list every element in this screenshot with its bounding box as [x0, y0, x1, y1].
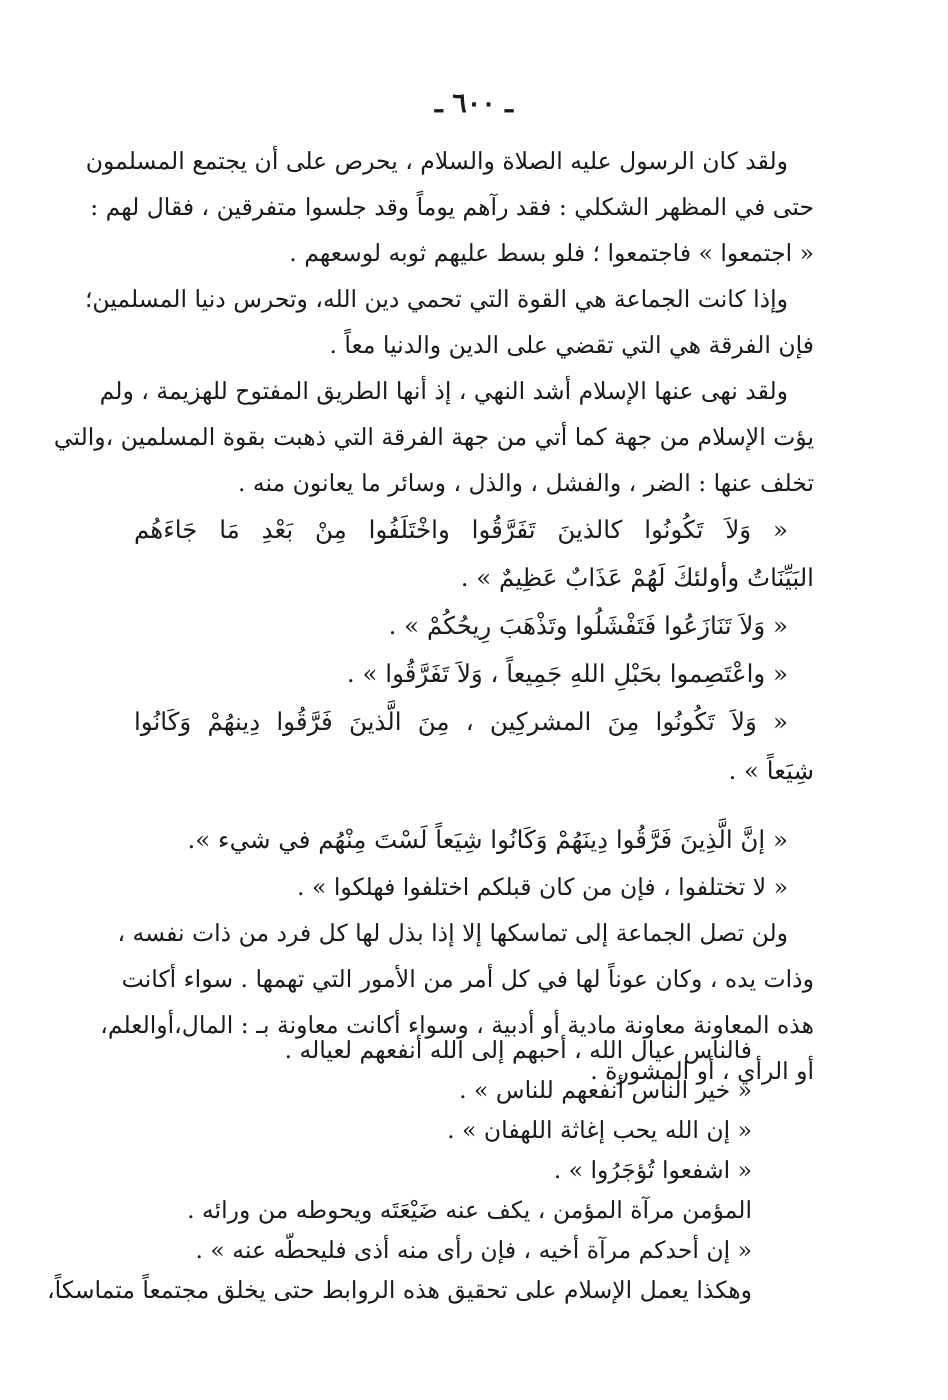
- quran-verse-line: شِيَعاً » .: [728, 756, 814, 785]
- list-item: « اشفعوا تُؤجَرُوا » .: [553, 1156, 752, 1184]
- text-line: تخلف عنها : الضر ، والفشل ، والذل ، وسائر ما يعانون منه .: [237, 469, 814, 497]
- text-line: وإذا كانت الجماعة هي القوة التي تحمي دين الله، وتحرس دنيا المسلمين؛: [84, 285, 788, 313]
- text-line: ولقد كان الرسول عليه الصلاة والسلام ، يحرص على أن يجتمع المسلمون: [85, 147, 788, 175]
- text-line: يؤت الإسلام من جهة كما أتي من جهة الفرقة التي ذهبت بقوة المسلمين ،والتي: [53, 423, 814, 451]
- sayings-list: [47, 1030, 814, 1310]
- text-line: حتى في المظهر الشكلي : فقد رآهم يوماً وقد جلسوا متفرقين ، فقال لهم :: [90, 193, 814, 221]
- list-item: « إن أحدكم مرآة أخيه ، فإن رأى منه أذى فليحطّه عنه » .: [195, 1236, 752, 1264]
- hadith-line: « لا تختلفوا ، فإن من كان قبلكم اختلفوا فهلكوا » .: [297, 873, 788, 901]
- text-line: وذات يده ، وكان عوناً لها في كل أمر من الأمور التي تهمها . سواء أكانت: [121, 965, 814, 993]
- quran-verse-line: « وَلاَ تَكُونُوا كالذينَ تَفَرَّقُوا واخْتَلَفُوا مِنْ بَعْدِ مَا جَاءَهُم: [134, 515, 788, 544]
- page-number: ـ ٦٠٠ ـ: [434, 88, 514, 119]
- text-line: فإن الفرقة هي التي تقضي على الدين والدنيا معاً .: [329, 331, 814, 359]
- quran-verse-line: « واعْتَصِموا بحَبْلِ اللهِ جَمِيعاً ، وَلاَ تَفَرَّقُوا » .: [346, 659, 788, 688]
- text-line: ولن تصل الجماعة إلى تماسكها إلا إذا بذل لها كل فرد من ذات نفسه ،: [117, 919, 788, 947]
- list-item: « إن الله يحب إغاثة اللهفان » .: [447, 1116, 752, 1144]
- text-line: هذه المعاونة معاونة مادية أو أدبية ، وسواء أكانت معاونة بـ : المال،أوالعلم،: [100, 1011, 814, 1039]
- text-line: ولقد نهى عنها الإسلام أشد النهي ، إذ أنها الطريق المفتوح للهزيمة ، ولم: [99, 377, 788, 405]
- main-text: [53, 138, 814, 1094]
- text-line: « اجتمعوا » فاجتمعوا ؛ فلو بسط عليهم ثوبه لوسعهم .: [289, 239, 814, 267]
- list-item: المؤمن مرآة المؤمن ، يكف عنه ضَيْعَتَه ويحوطه من ورائه .: [187, 1196, 752, 1224]
- quran-verse-line: « إنَّ الَّذِينَ فَرَّقُوا دِينَهُمْ وَكَانُوا شِيَعاً لَسْتَ مِنْهُم في شيء ».: [187, 825, 788, 854]
- text-line: أو الرأي ، أو المشورة .: [590, 1057, 814, 1085]
- list-item: فالناس عيال الله ، أحبهم إلى الله أنفعهم لعياله .: [284, 1036, 752, 1064]
- quran-verse-line: البَيِّنَاتُ وأولئكَ لَهُمْ عَذَابٌ عَظِيمٌ » .: [460, 563, 814, 592]
- quran-verse-line: « وَلاَ تَنَازَعُوا فَتَفْشَلُوا وتَذْهَبَ رِيحُكُمْ » .: [388, 611, 788, 640]
- list-item: « خير الناس أنفعهم للناس » .: [459, 1076, 752, 1104]
- quran-verse-line: « وَلاَ تَكُونُوا مِنَ المشركِين ، مِنَ الَّذينَ فَرَّقُوا دِينهُمْ وَكَانُوا: [134, 707, 788, 736]
- list-item: وهكذا يعمل الإسلام على تحقيق هذه الروابط حتى يخلق مجتمعاً متماسكاً،: [47, 1276, 752, 1304]
